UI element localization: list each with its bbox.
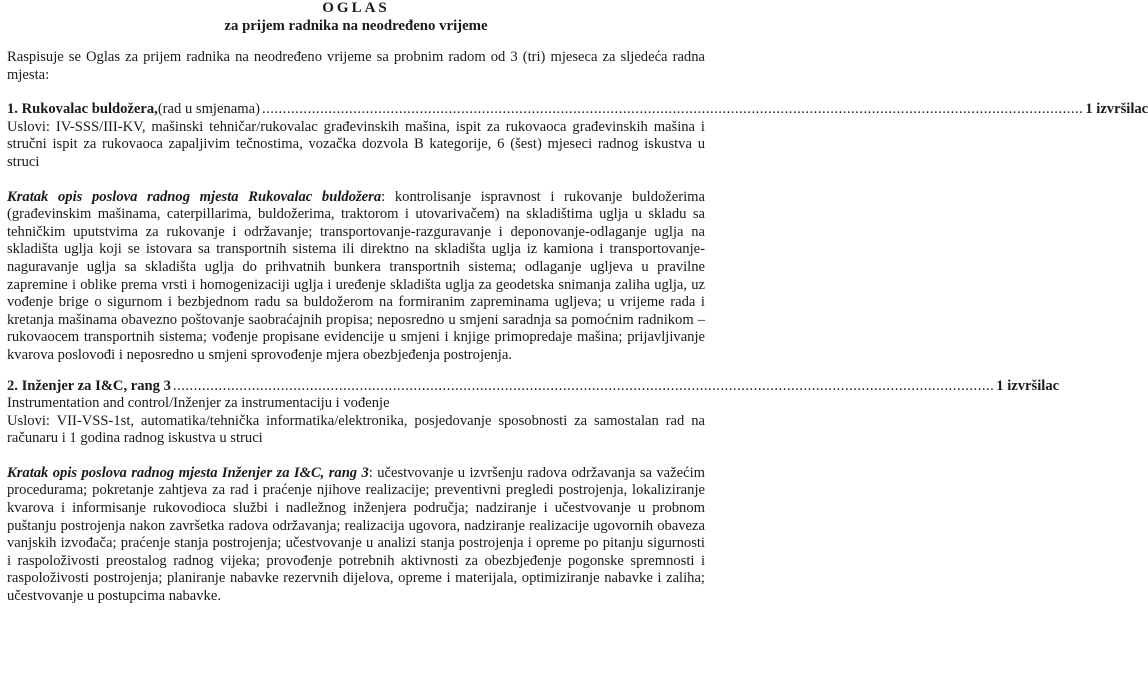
position-2-description (7, 465, 705, 606)
document-page (7, 0, 1148, 606)
position-1-desc-label: Kratak opis poslova radnog mjesta Rukovalac buldožera (7, 188, 382, 205)
position-2-desc-text: : učestvovanje u izvršenju radova održavanja sa važećim procedurama; pokretanje zahtjeva za rad i praćenje njihove realizacije; preventivni pregledi postrojenja, lokaliziranje kvarova i informisanje rukovodioca službi i nadležnog inženjera područja; nadziranje i učestvovanje u probnom puštanju postrojenja nakon završetka radova održavanja; realizacija ugovora, nadziranje realizacije ugovornih obaveza vanjskih izvođača; praćenje stanja postrojenja; učestvovanje u analizi stanja postrojenja i opreme po pitanju sigurnosti i raspoloživosti preostalog radnog vijeka; provođenje potrebnih aktivnosti za obezbjeđenje pogonske spremnosti i raspoloživosti postrojenja; planiranje nabavke rezervnih dijelova, opreme i materijala, optimiziranje nabavke i zaliha; učestvovanje u postupcima nabavke. (7, 464, 705, 605)
position-1-title: 1. Rukovalac buldožera, (7, 101, 158, 118)
position-2-conditions: Uslovi: VII-VSS-1st, automatika/tehnička informatika/elektronika, posjedovanje sposobnosti za samostalan rad na računaru i 1 godina radnog iskustva u struci (7, 412, 705, 447)
position-1-count: 1 izvršilac (1085, 101, 1148, 118)
position-2-subtitle: Instrumentation and control/Inženjer za instrumentaciju i vođenje (7, 395, 390, 412)
position-2-desc-label: Kratak opis poslova radnog mjesta Inženjer za I&C, rang 3 (7, 464, 369, 481)
position-1-dots: ...................................................................................................................................................................................................... (261, 101, 1084, 118)
position-1-desc-text: : kontrolisanje ispravnost i rukovanje buldožerima (građevinskim mašinama, caterpillarima, buldožerima, traktorom i utovarivačem) na skladištima uglja u skladu sa tehničkim uputstvima za rukovanje i održavanje; transportovanje-razguravanje i deponovanje-odlaganje uglja na skladišta uglja koji se istovara sa transportnih sistema ili direktno na skladišta uglja iz kamiona i transportovanje-naguravanje uglja sa skladišta uglja do prihvatnih bunkera transportnih sistema; odlaganje ugljeva u pravilne zapremine i oblike prema vrsti i homogenizaciji uglja i uređenje skladišta uglja za geodetska snimanja zaliha uglja, uz vođenje brige o sigurnom i bezbjednom radu sa buldožerom na formiranim zapreminama ugljeva; u vrijeme rada i kretanja mašinama obavezno poštovanje saobraćajnih propisa; neposredno u smjeni saradnja sa pomoćnim radnikom – rukovaocem transportnih sistema; vođenje propisane evidencije u smjeni i knjige primopredaje mašina; prijavljivanje kvarova poslovođi i neposredno u smjeni sprovođenje mjera obezbjeđenja postrojenja. (7, 188, 705, 363)
position-2-dots: ...................................................................................................................................................................................................... (172, 377, 995, 394)
position-1-description (7, 189, 705, 365)
intro-paragraph: Raspisuje se Oglas za prijem radnika na neodređeno vrijeme sa probnim radom od 3 (tri) mjeseca za sljedeća radna mjesta: (7, 49, 705, 83)
position-2-title: 2. Inženjer za I&C, rang 3 (7, 377, 171, 394)
position-2-heading (7, 377, 1060, 396)
position-1-conditions: Uslovi: IV-SSS/III-KV, mašinski tehničar/rukovalac građevinskih mašina, ispit za rukovaoca građevinskih mašina i stručni ispit za rukovaoca zapaljivim tečnostima, vozačka dozvola B kategorije, 6 (šest) mjeseci radnog iskustva u struci (7, 118, 705, 170)
document-subtitle: za prijem radnika na neodređeno vrijeme (224, 18, 488, 34)
position-2-count: 1 izvršilac (996, 377, 1060, 394)
position-1-heading (7, 101, 1148, 119)
document-title: OGLAS (322, 0, 390, 16)
position-1-title-suffix: (rad u smjenama) (157, 101, 260, 118)
